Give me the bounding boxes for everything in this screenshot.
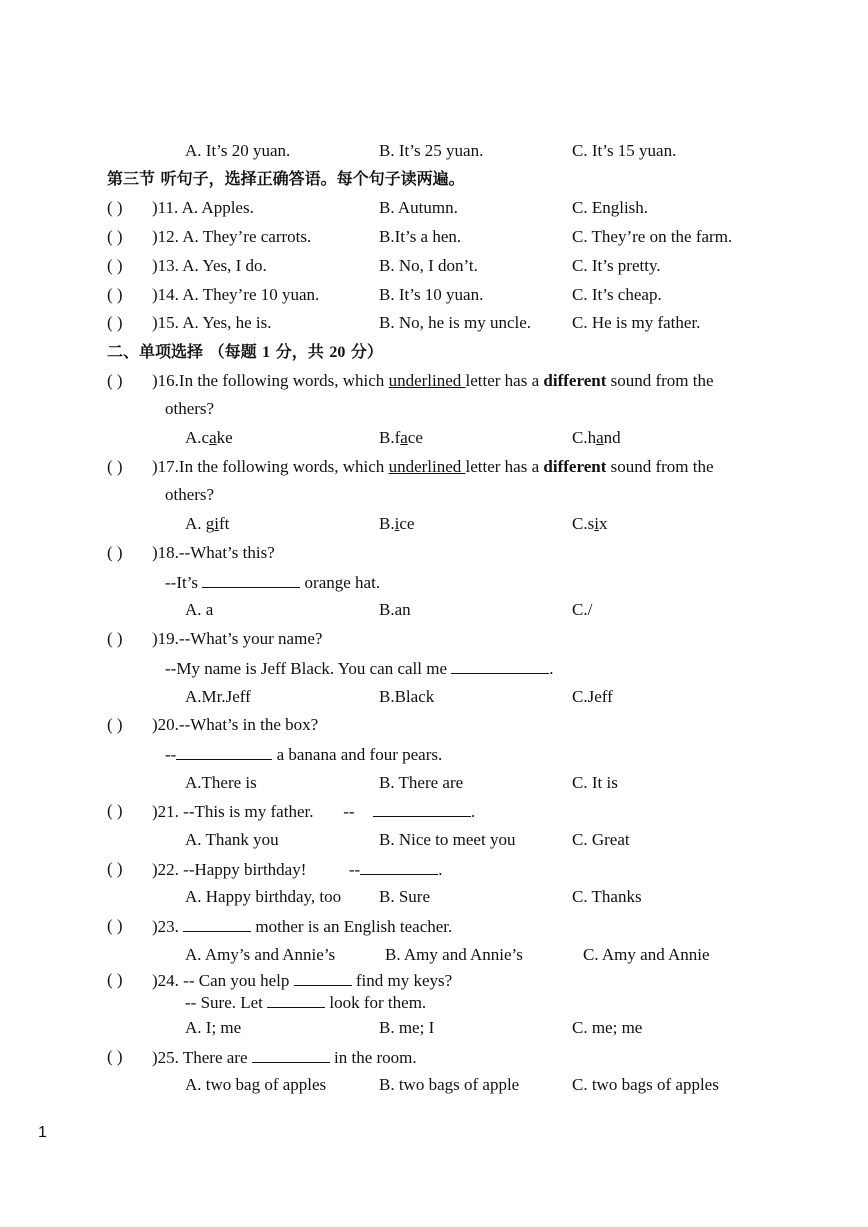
q12-option-a: )12. A. They’re carrots.	[152, 227, 312, 246]
q23-option-b: B. Amy and Annie’s	[385, 945, 523, 964]
q14-option-c: C. It’s cheap.	[572, 285, 662, 304]
q16-option-a: A.cake	[185, 428, 233, 447]
part2-title: 二、单项选择 （每题 1 分，共 20 分）	[107, 342, 383, 361]
q12-option-c: C. They’re on the farm.	[572, 227, 733, 246]
q22-option-a: A. Happy birthday, too	[185, 887, 342, 906]
answer-blank[interactable]	[202, 572, 300, 588]
paren-19: ( )	[107, 629, 123, 648]
answer-blank[interactable]	[176, 744, 272, 760]
q25-option-c: C. two bags of apples	[572, 1075, 719, 1094]
q20-option-b: B. There are	[379, 773, 464, 792]
q19-option-c: C.Jeff	[572, 687, 613, 706]
q22-option-c: C. Thanks	[572, 887, 642, 906]
q24-option-a: A. I; me	[185, 1018, 242, 1037]
paren-13: ( )	[107, 256, 123, 275]
paren-23: ( )	[107, 916, 123, 935]
q24-stem: )24. -- Can you help find my keys?	[152, 971, 453, 990]
q22-option-b: B. Sure	[379, 887, 430, 906]
q14-option-b: B. It’s 10 yuan.	[379, 285, 484, 304]
q20-option-c: C. It is	[572, 773, 618, 792]
q14-option-a: )14. A. They’re 10 yuan.	[152, 285, 320, 304]
q18-option-b: B.an	[379, 600, 411, 619]
q21-option-b: B. Nice to meet you	[379, 830, 516, 849]
prev-option-b: B. It’s 25 yuan.	[379, 141, 484, 160]
q23-option-a: A. Amy’s and Annie’s	[185, 945, 336, 964]
q16-option-c: C.hand	[572, 428, 621, 447]
q23-stem: )23. mother is an English teacher.	[152, 917, 453, 936]
q18-stem: )18.--What’s this?	[152, 543, 275, 562]
q17-option-c: C.six	[572, 514, 608, 533]
q24-option-c: C. me; me	[572, 1018, 643, 1037]
q17-stem: )17.In the following words, which underlined letter has a different sound from the	[152, 457, 714, 476]
paren-20: ( )	[107, 715, 123, 734]
q21-option-c: C. Great	[572, 830, 630, 849]
q16-stem: )16.In the following words, which underlined letter has a different sound from the	[152, 371, 714, 390]
answer-blank[interactable]	[451, 658, 549, 674]
paren-21: ( )	[107, 801, 123, 820]
q17-stem-cont: others?	[165, 485, 215, 504]
q11-option-b: B. Autumn.	[379, 198, 458, 217]
q13-option-b: B. No, I don’t.	[379, 256, 478, 275]
answer-blank[interactable]	[183, 916, 251, 932]
answer-blank[interactable]	[373, 801, 471, 817]
paren-25: ( )	[107, 1047, 123, 1066]
q20-option-a: A.There is	[185, 773, 257, 792]
q13-option-c: C. It’s pretty.	[572, 256, 661, 275]
q25-option-a: A. two bag of apples	[185, 1075, 327, 1094]
q12-option-b: B.It’s a hen.	[379, 227, 462, 246]
q15-option-b: B. No, he is my uncle.	[379, 313, 532, 332]
answer-blank[interactable]	[360, 859, 438, 875]
paren-14: ( )	[107, 285, 123, 304]
q21-stem: )21. --This is my father. -- .	[152, 802, 476, 821]
q19-line2: --My name is Jeff Black. You can call me .	[165, 659, 554, 678]
paren-16: ( )	[107, 371, 123, 390]
paren-12: ( )	[107, 227, 123, 246]
paren-15: ( )	[107, 313, 123, 332]
q17-option-b: B.ice	[379, 514, 415, 533]
q19-option-a: A.Mr.Jeff	[185, 687, 251, 706]
q11-option-a: )11. A. Apples.	[152, 198, 254, 217]
q11-option-c: C. English.	[572, 198, 649, 217]
paren-22: ( )	[107, 859, 123, 878]
page-number: 1	[38, 1124, 47, 1141]
answer-blank[interactable]	[252, 1047, 330, 1063]
answer-blank[interactable]	[294, 970, 352, 986]
paren-11: ( )	[107, 198, 123, 217]
q16-stem-cont: others?	[165, 399, 215, 418]
prev-option-c: C. It’s 15 yuan.	[572, 141, 677, 160]
q18-option-a: A. a	[185, 600, 214, 619]
q22-stem: )22. --Happy birthday! -- .	[152, 860, 443, 879]
section3-title: 第三节 听句子，选择正确答语。每个句子读两遍。	[107, 169, 465, 188]
q24-line2: -- Sure. Let look for them.	[185, 993, 427, 1012]
q19-option-b: B.Black	[379, 687, 435, 706]
q13-option-a: )13. A. Yes, I do.	[152, 256, 267, 275]
q25-option-b: B. two bags of apple	[379, 1075, 520, 1094]
prev-option-a: A. It’s 20 yuan.	[185, 141, 291, 160]
q15-option-c: C. He is my father.	[572, 313, 701, 332]
q18-option-c: C./	[572, 600, 593, 619]
q15-option-a: )15. A. Yes, he is.	[152, 313, 272, 332]
paren-17: ( )	[107, 457, 123, 476]
q24-option-b: B. me; I	[379, 1018, 435, 1037]
q20-stem: )20.--What’s in the box?	[152, 715, 319, 734]
q18-line2: --It’s orange hat.	[165, 573, 381, 592]
q16-option-b: B.face	[379, 428, 423, 447]
answer-blank[interactable]	[267, 992, 325, 1008]
paren-18: ( )	[107, 543, 123, 562]
q19-stem: )19.--What’s your name?	[152, 629, 323, 648]
q23-option-c: C. Amy and Annie	[583, 945, 710, 964]
q20-line2: -- a banana and four pears.	[165, 745, 443, 764]
paren-24: ( )	[107, 970, 123, 989]
q25-stem: )25. There are in the room.	[152, 1048, 417, 1067]
q17-option-a: A. gift	[185, 514, 230, 533]
q21-option-a: A. Thank you	[185, 830, 279, 849]
